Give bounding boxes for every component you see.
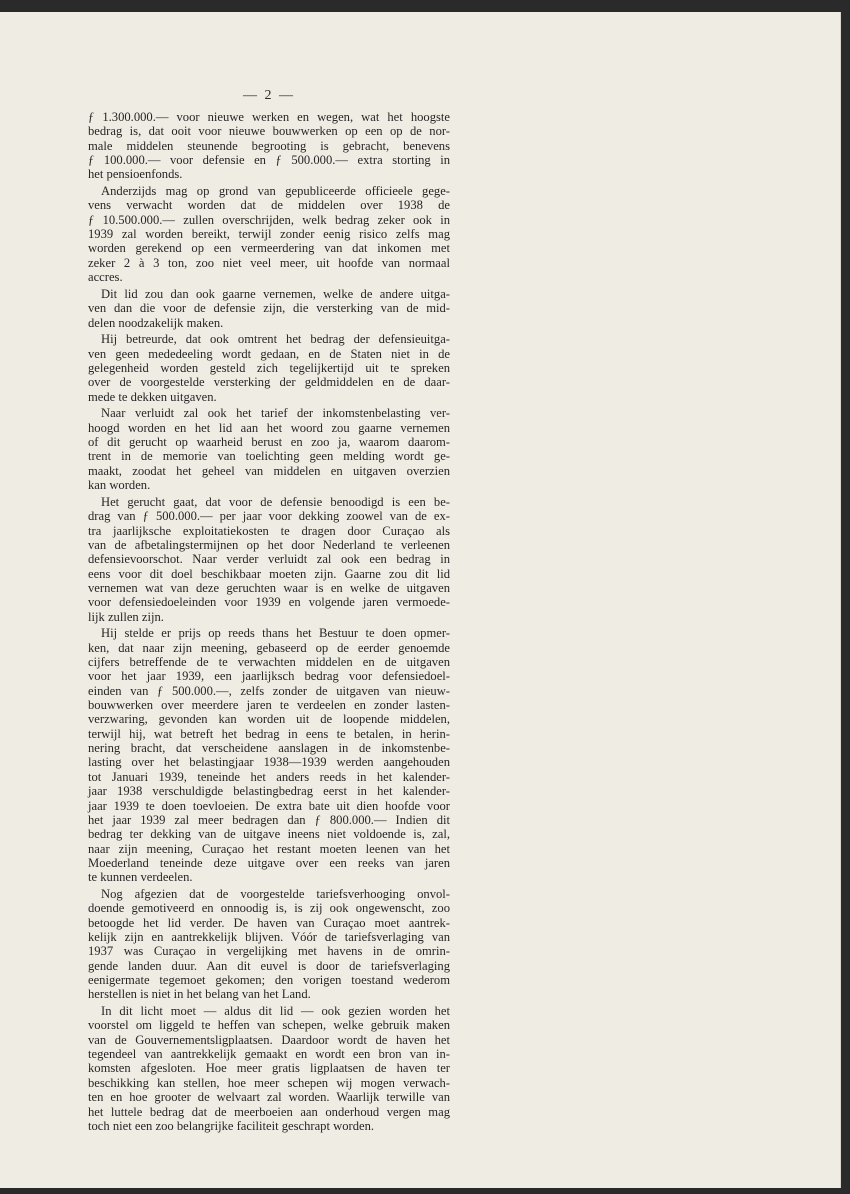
paragraph	[88, 110, 450, 182]
paragraph	[88, 406, 450, 492]
text-line: In dit licht moet — aldus dit lid — ook gezien worden het	[101, 1004, 450, 1019]
text-line: tra jaarlijksche exploitatiekosten te dragen door Curaçao als	[88, 523, 450, 538]
text-line: het jaar 1939 zal meer bedragen dan ƒ 800.000.— Indien dit	[88, 812, 450, 827]
text-line: Dit lid zou dan ook gaarne vernemen, welke de andere uitga-	[101, 286, 450, 301]
text-line: einden van ƒ 500.000.—, zelfs zonder de uitgaven van nieuw-	[88, 683, 450, 698]
text-line: bedrag ter dekking van de uitgave ineens niet voldoende is, zal,	[88, 827, 450, 842]
text-line: hoogd worden en het lid aan het woord zou gaarne vernemen	[88, 420, 450, 435]
text-line: kelijk zijn en aantrekkelijk blijven. Vóór de tariefsverlaging van	[88, 929, 450, 944]
paragraph	[88, 332, 450, 404]
text-line: verzwaring, gevonden kan worden uit de loopende middelen,	[88, 712, 450, 727]
text-line: jaar 1938 verschuldigde belastingbedrag eerst in het kalender-	[88, 784, 450, 799]
text-line: ƒ 100.000.— voor defensie en ƒ 500.000.— extra storting in	[88, 153, 450, 168]
text-line: Anderzijds mag op grond van gepubliceerde officieele gege-	[101, 184, 450, 199]
text-line: komsten afgesloten. Hoe meer gratis ligplaatsen de haven ter	[88, 1061, 450, 1076]
text-line: cijfers betreffende de te verwachten middelen en de uitgaven	[88, 655, 450, 670]
text-line: gelegenheid worden gesteld zich tegelijkertijd uit te spreken	[88, 361, 450, 376]
text-line: Hij betreurde, dat ook omtrent het bedrag der defensieuitga-	[101, 332, 450, 347]
text-line: voor het jaar 1939, een jaarlijksch bedrag voor defensiedoel-	[88, 669, 450, 684]
text-line: eenigermate tegemoet gekomen; den vorigen toestand wederom	[88, 973, 450, 988]
text-line: voor defensiedoeleinden voor 1939 en volgende jaren vermoede-	[88, 595, 450, 610]
text-line: ken, dat naar zijn meening, gebaseerd op de eerder genoemde	[88, 640, 450, 655]
text-line: het pensioenfonds.	[88, 167, 183, 182]
text-line: 1939 zal worden bereikt, terwijl zonder eenig risico zelfs mag	[88, 227, 450, 242]
text-line: toch niet een zoo belangrijke faciliteit geschrapt worden.	[88, 1118, 375, 1133]
paragraph	[88, 184, 450, 284]
text-line: lijk zullen zijn.	[88, 609, 164, 624]
text-line: zeker 2 à 3 ton, zoo niet veel meer, uit hoofde van normaal	[88, 255, 450, 270]
text-line: voorstel om liggeld te heffen van schepen, welke gebruik maken	[88, 1018, 450, 1033]
text-line: naar zijn meening, Curaçao het restant moeten leenen van het	[88, 841, 450, 856]
text-line: Naar verluidt zal ook het tarief der inkomstenbelasting ver-	[101, 406, 450, 421]
text-line: defensievoorschot. Naar verder verluidt zal ook een bedrag in	[88, 552, 450, 567]
text-line: 1937 was Curaçao in vergelijking met havens in de omrin-	[88, 944, 450, 959]
text-line: vernemen wat van deze geruchten waar is en welke de uitgaven	[88, 580, 450, 595]
text-line: jaar 1939 te doen toevloeien. De extra bate uit dien hoofde voor	[88, 798, 450, 813]
text-line: ƒ 1.300.000.— voor nieuwe werken en wegen, wat het hoogste	[88, 110, 450, 124]
paragraph	[88, 495, 450, 624]
text-line: bouwwerken over meerdere jaren te verdeelen en zonder lasten-	[88, 698, 450, 713]
paragraph	[88, 626, 450, 884]
text-line: of dit gerucht op waarheid berust en zoo ja, waarom daarom-	[88, 435, 450, 450]
text-line: tegendeel van aantrekkelijk gemaakt en wordt een bron van in-	[88, 1047, 450, 1062]
text-line: delen noodzakelijk maken.	[88, 315, 224, 330]
text-line: nering bracht, dat verscheidene aanslagen in de inkomstenbe-	[88, 741, 450, 756]
text-line: kan worden.	[88, 478, 151, 493]
text-line: van de afbetalingstermijnen op het door Nederland te verleenen	[88, 537, 450, 552]
text-line: Nog afgezien dat de voorgestelde tariefsverhooging onvol-	[101, 886, 450, 901]
text-line: Hij stelde er prijs op reeds thans het Bestuur te doen opmer-	[101, 626, 450, 641]
text-line: ƒ 10.500.000.— zullen overschrijden, welk bedrag zeker ook in	[88, 212, 450, 227]
text-line: worden gerekend op een vermeerdering van dat inkomen met	[88, 241, 450, 256]
text-line: vens verwacht worden dat de middelen over 1938 de	[88, 198, 450, 213]
text-line: doende gemotiveerd en onnoodig is, is zij ook ongewenscht, zoo	[88, 901, 450, 916]
text-line: bedrag is, dat ooit voor nieuwe bouwwerken op een op de nor-	[88, 124, 450, 139]
text-line: eens voor dit doel beschikbaar moeten zijn. Gaarne zou dit lid	[88, 566, 450, 581]
text-line: mede te dekken uitgaven.	[88, 389, 217, 404]
text-line: ven geen mededeeling wordt gedaan, en de Staten niet in de	[88, 346, 450, 361]
text-line: trent in de memorie van toelichting geen melding wordt ge-	[88, 449, 450, 464]
text-line: drag van ƒ 500.000.— per jaar voor dekking zoowel van de ex-	[88, 509, 450, 524]
document-page	[0, 12, 841, 1188]
text-line: herstellen is niet in het belang van het Land.	[88, 987, 311, 1002]
text-line: het luttele bedrag dat de meerboeien aan onderhoud vergen mag	[88, 1104, 450, 1119]
paragraph	[88, 287, 450, 330]
text-line: lasting over het belastingjaar 1938—1939 werden aangehouden	[88, 755, 450, 770]
body-text	[88, 110, 450, 1136]
text-line: beschikking kan stellen, hoe meer schepen wij mogen verwach-	[88, 1075, 450, 1090]
text-line: te kunnen verdeelen.	[88, 870, 193, 885]
text-line: accres.	[88, 270, 123, 285]
text-line: tot Januari 1939, teneinde het anders reeds in het kalender-	[88, 769, 450, 784]
text-line: betoogde het lid verder. De haven van Curaçao moet aantrek-	[88, 915, 450, 930]
text-line: gende landen duur. Aan dit euvel is door de tariefsverlaging	[88, 958, 450, 973]
paragraph	[88, 887, 450, 1002]
text-line: Het gerucht gaat, dat voor de defensie benoodigd is een be-	[101, 494, 450, 509]
paragraph	[88, 1004, 450, 1133]
text-line: Moederland teneinde deze uitgave over een reeks van jaren	[88, 855, 450, 870]
text-line: over de voorgestelde versterking der geldmiddelen en de daar-	[88, 375, 450, 390]
text-line: ten en hoe grooter de welvaart zal worden. Waarlijk terwille van	[88, 1090, 450, 1105]
text-line: van de Gouvernementsligplaatsen. Daardoor wordt de haven het	[88, 1032, 450, 1047]
page-number: — 2 —	[243, 88, 295, 103]
text-line: male middelen steunende begrooting is gebracht, benevens	[88, 138, 450, 153]
text-line: ven dan die voor de defensie zijn, die versterking van de mid-	[88, 301, 450, 316]
text-line: maakt, zoodat het geheel van middelen en uitgaven overzien	[88, 463, 450, 478]
text-line: terwijl hij, wat betreft het bedrag in eens te betalen, in herin-	[88, 726, 450, 741]
